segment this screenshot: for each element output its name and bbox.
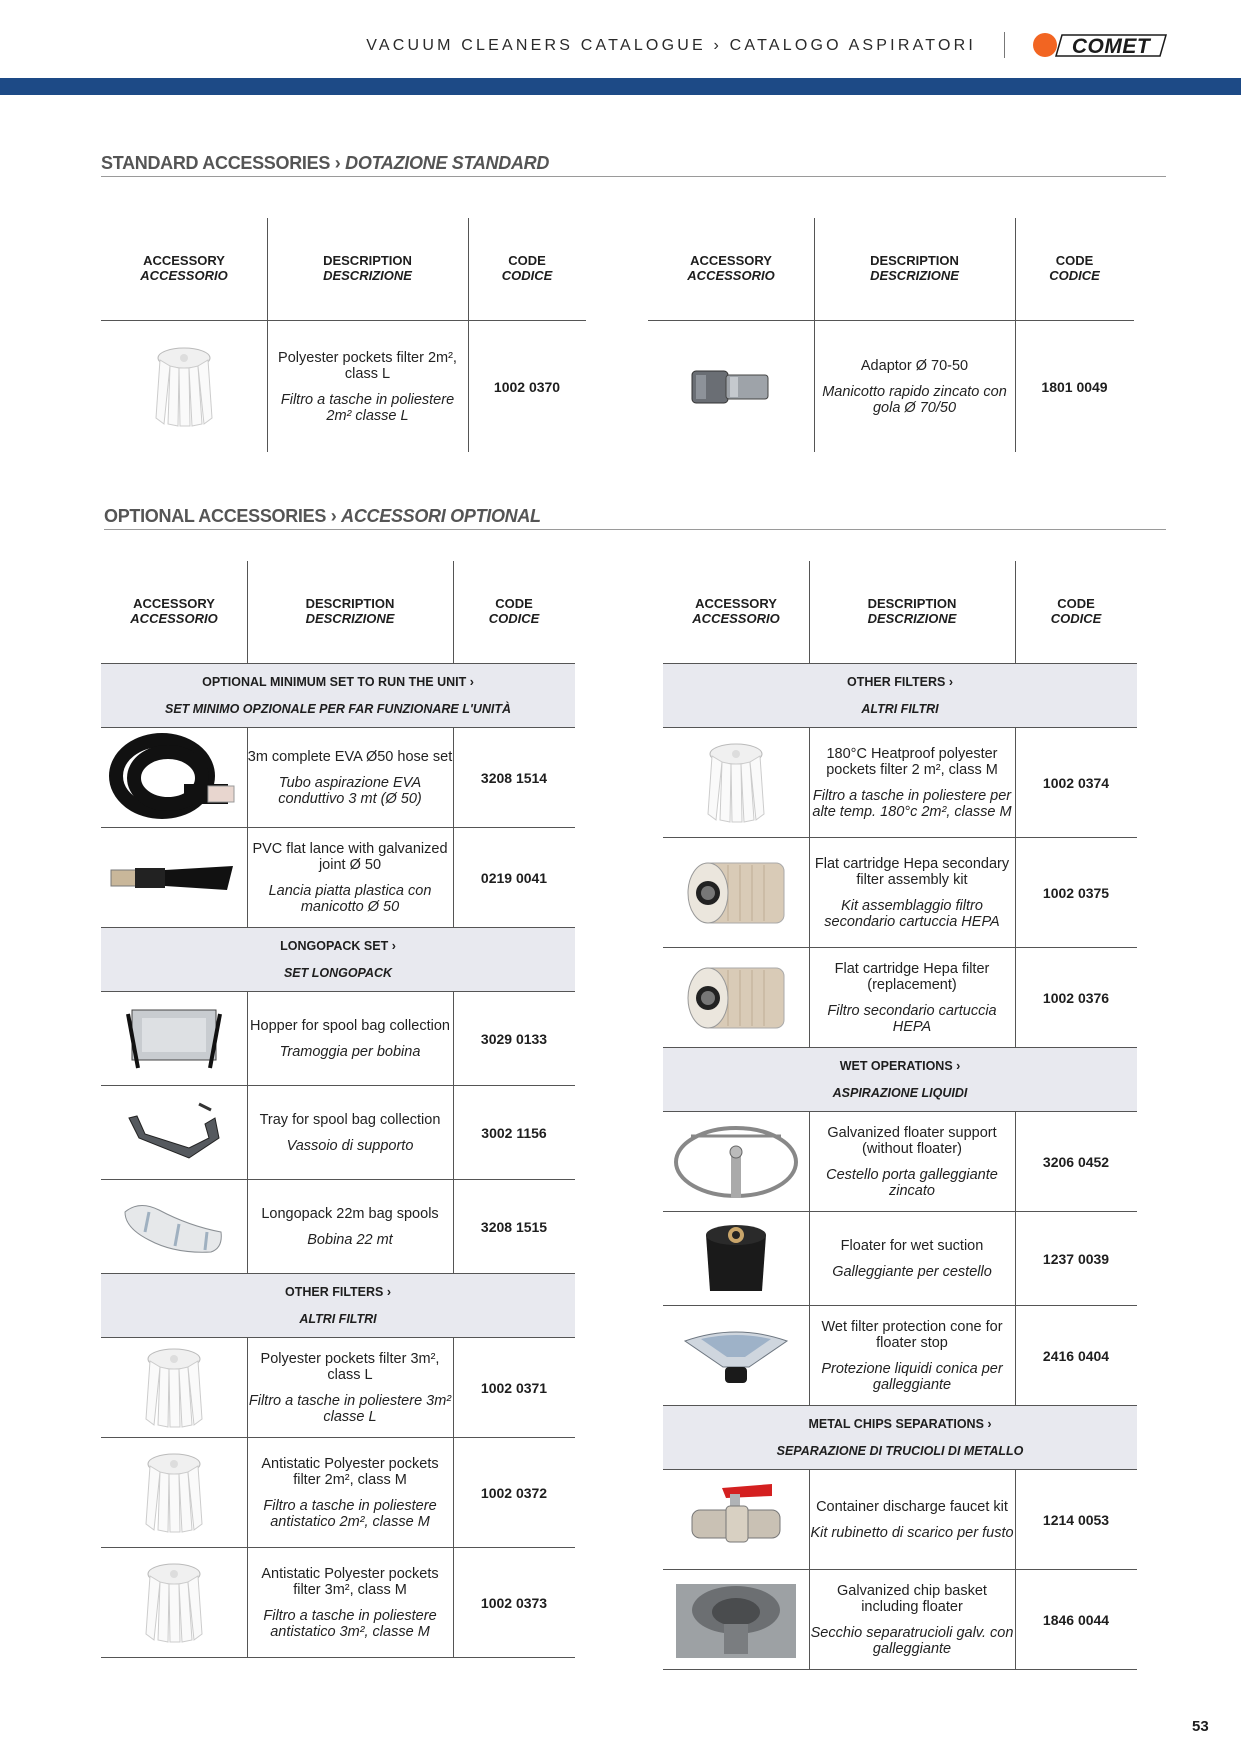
- category-band: OPTIONAL MINIMUM SET TO RUN THE UNIT › SET MINIMO OPZIONALE PER FAR FUNZIONARE L'UNITÀ: [101, 664, 575, 728]
- table-row: [101, 828, 575, 927]
- description-it: Filtro a tasche in poliestere antistatico 2m², classe M: [263, 1497, 437, 1530]
- description-it: Vassoio di supporto: [286, 1137, 414, 1154]
- description-en: PVC flat lance with galvanized joint Ø 50: [252, 840, 448, 873]
- description-en: Antistatic Polyester pockets filter 2m², class M: [261, 1455, 439, 1488]
- description-en: Container discharge faucet kit: [816, 1498, 1008, 1515]
- svg-text:COMET: COMET: [1071, 35, 1151, 58]
- table-row: [101, 728, 575, 827]
- description-it: Filtro a tasche in poliestere 2m² classe L: [280, 391, 455, 424]
- description-it: Filtro secondario cartuccia HEPA: [827, 1002, 997, 1035]
- pocket-filter-icon: [101, 1548, 247, 1657]
- description-en: Polyester pockets filter 3m², class L: [260, 1350, 440, 1383]
- product-code: 3206 0452: [1042, 1153, 1110, 1170]
- hose-icon: [101, 728, 247, 827]
- description-it: Tramoggia per bobina: [279, 1043, 421, 1060]
- product-code: 1214 0053: [1042, 1511, 1110, 1528]
- optional-table-right: [663, 561, 1137, 1699]
- description-en: Polyester pockets filter 2m², class L: [278, 349, 457, 382]
- product-code: 1002 0373: [480, 1594, 548, 1611]
- category-band: OTHER FILTERS › ALTRI FILTRI: [101, 1274, 575, 1338]
- header-bar: [0, 78, 1241, 95]
- category-band: WET OPERATIONS › ASPIRAZIONE LIQUIDI: [663, 1048, 1137, 1112]
- standard-section-title: STANDARD ACCESSORIES › DOTAZIONE STANDARD: [101, 153, 550, 173]
- product-code: 3208 1515: [480, 1218, 548, 1235]
- table-row: [663, 1306, 1137, 1405]
- description-it: Bobina 22 mt: [307, 1231, 393, 1248]
- lance-icon: [101, 828, 247, 927]
- standard-table-left: [101, 218, 586, 452]
- table-row: [101, 1338, 575, 1437]
- description-en: Adaptor Ø 70-50: [860, 357, 969, 374]
- standard-table-right: [648, 218, 1134, 452]
- floater-support-icon: [663, 1112, 809, 1211]
- product-code: 1002 0375: [1042, 884, 1110, 901]
- table-row: [663, 1112, 1137, 1211]
- table-row: [101, 992, 575, 1085]
- product-code: 0219 0041: [480, 869, 548, 886]
- description-en: Flat cartridge Hepa filter (replacement): [834, 960, 990, 993]
- pocket-filter-icon: [101, 1338, 247, 1437]
- product-code: 1801 0049: [1041, 378, 1108, 395]
- table-row: [663, 838, 1137, 947]
- table-row: [663, 1570, 1137, 1669]
- optional-table-left: [101, 561, 575, 1699]
- bag-spool-icon: [101, 1180, 247, 1273]
- column-header-code: CODE CODICE: [501, 253, 553, 283]
- table-row: [101, 321, 586, 452]
- floater-icon: [663, 1212, 809, 1305]
- table-row: [648, 321, 1134, 452]
- description-en: Wet filter protection cone for floater stop: [821, 1318, 1003, 1351]
- table-row: [101, 1438, 575, 1547]
- description-en: Longopack 22m bag spools: [261, 1205, 439, 1222]
- product-code: 2416 0404: [1042, 1347, 1110, 1364]
- description-it: Tubo aspirazione EVA conduttivo 3 mt (Ø 50): [278, 774, 422, 807]
- catalogue-title: VACUUM CLEANERS CATALOGUE › CATALOGO ASPIRATORI: [366, 37, 976, 54]
- hopper-icon: [101, 992, 247, 1085]
- table-row: [101, 1086, 575, 1179]
- description-it: Kit assemblaggio filtro secondario cartuccia HEPA: [824, 897, 1000, 930]
- column-header-code: CODE CODICE: [1050, 596, 1102, 626]
- product-code: 1237 0039: [1042, 1250, 1110, 1267]
- pocket-filter-icon: [663, 728, 809, 837]
- chip-basket-icon: [663, 1570, 809, 1669]
- column-header-accessory: ACCESSORY ACCESSORIO: [130, 596, 218, 626]
- table-row: [663, 1470, 1137, 1569]
- product-code: 1846 0044: [1042, 1611, 1110, 1628]
- page-number: 53: [1192, 1718, 1209, 1735]
- description-en: Galvanized floater support (without floater): [827, 1124, 997, 1157]
- description-it: Galleggiante per cestello: [832, 1263, 992, 1280]
- category-band: OTHER FILTERS › ALTRI FILTRI: [663, 664, 1137, 728]
- tray-icon: [101, 1086, 247, 1179]
- product-code: 1002 0376: [1042, 989, 1110, 1006]
- description-en: 180°C Heatproof polyester pockets filter 2 m², class M: [826, 745, 998, 778]
- description-it: Lancia piatta plastica con manicotto Ø 50: [268, 882, 432, 915]
- cartridge-icon: [663, 838, 809, 947]
- product-code: 1002 0374: [1042, 774, 1110, 791]
- description-en: Hopper for spool bag collection: [250, 1017, 450, 1034]
- product-code: 3002 1156: [481, 1124, 547, 1141]
- column-header-accessory: ACCESSORY ACCESSORIO: [687, 253, 775, 283]
- column-header-description: DESCRIPTION DESCRIZIONE: [867, 596, 957, 626]
- category-band: LONGOPACK SET › SET LONGOPACK: [101, 928, 575, 992]
- column-header-code: CODE CODICE: [1049, 253, 1100, 283]
- description-en: Floater for wet suction: [840, 1237, 984, 1254]
- comet-logo: [1032, 32, 1168, 65]
- adaptor-icon: [648, 321, 814, 452]
- description-en: Antistatic Polyester pockets filter 3m², class M: [261, 1565, 439, 1598]
- description-en: Galvanized chip basket including floater: [837, 1582, 987, 1615]
- column-header-description: DESCRIPTION DESCRIZIONE: [870, 253, 959, 283]
- header-divider: [1004, 32, 1005, 58]
- product-code: 3029 0133: [480, 1030, 548, 1047]
- table-row: [663, 1212, 1137, 1305]
- pocket-filter-icon: [101, 321, 267, 452]
- table-row: [663, 948, 1137, 1047]
- description-en: Flat cartridge Hepa secondary filter assembly kit: [814, 855, 1010, 888]
- description-it: Manicotto rapido zincato con gola Ø 70/50: [822, 383, 1007, 416]
- description-it: Filtro a tasche in poliestere 3m² classe L: [248, 1392, 452, 1425]
- product-code: 3208 1514: [480, 769, 548, 786]
- table-row: [101, 1548, 575, 1657]
- section-rule: [101, 176, 1166, 177]
- cartridge-icon: [663, 948, 809, 1047]
- description-it: Protezione liquidi conica per galleggiante: [821, 1360, 1003, 1393]
- category-band: METAL CHIPS SEPARATIONS › SEPARAZIONE DI TRUCIOLI DI METALLO: [663, 1406, 1137, 1470]
- table-row: [663, 728, 1137, 837]
- product-code: 1002 0371: [480, 1379, 548, 1396]
- cone-icon: [663, 1306, 809, 1405]
- column-header-accessory: ACCESSORY ACCESSORIO: [692, 596, 780, 626]
- column-header-accessory: ACCESSORY ACCESSORIO: [140, 253, 228, 283]
- faucet-icon: [663, 1470, 809, 1569]
- description-en: Tray for spool bag collection: [259, 1111, 441, 1128]
- section-rule: [104, 529, 1166, 530]
- description-it: Filtro a tasche in poliestere per alte temp. 180°c 2m², classe M: [812, 787, 1012, 820]
- table-row: [101, 1180, 575, 1273]
- product-code: 1002 0372: [480, 1484, 548, 1501]
- optional-section-title: OPTIONAL ACCESSORIES › ACCESSORI OPTIONAL: [104, 506, 541, 526]
- description-en: 3m complete EVA Ø50 hose set: [247, 748, 453, 765]
- product-code: 1002 0370: [493, 378, 561, 395]
- column-header-description: DESCRIPTION DESCRIZIONE: [323, 253, 412, 283]
- column-header-description: DESCRIPTION DESCRIZIONE: [305, 596, 395, 626]
- description-it: Filtro a tasche in poliestere antistatico 3m², classe M: [263, 1607, 437, 1640]
- description-it: Secchio separatrucioli galv. con galleggiante: [810, 1624, 1014, 1657]
- column-header-code: CODE CODICE: [488, 596, 540, 626]
- pocket-filter-icon: [101, 1438, 247, 1547]
- description-it: Cestello porta galleggiante zincato: [826, 1166, 998, 1199]
- description-it: Kit rubinetto di scarico per fusto: [810, 1524, 1014, 1541]
